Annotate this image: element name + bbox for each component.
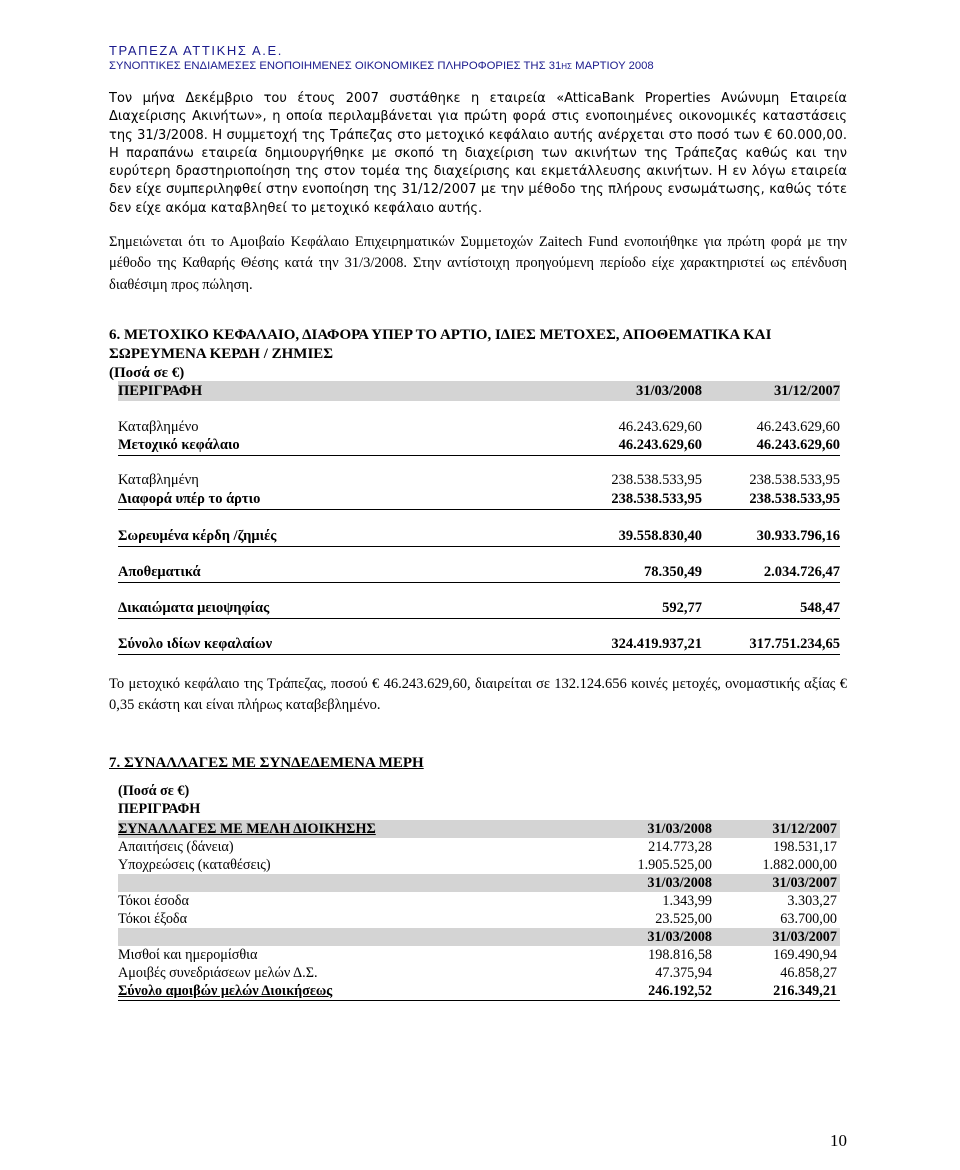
paragraph-zaitech-fund: Σημειώνεται ότι το Αμοιβαίο Κεφάλαιο Επιχειρηματικών Συμμετοχών Zaitech Fund ενοποιήθηκε για πρώτη φορά με την μέθοδο της Καθαρής Θέσης κατά την 31/3/2008. Στην αντίστοιχη προηγούμενη περίοδο είχε χαρακτηριστεί ως επένδυση διαθέσιμη προς πώληση. [109, 234, 847, 293]
row-label: Αποθεματικά [118, 564, 201, 580]
section-7-date-row [118, 874, 840, 892]
table-row-subtotal [118, 435, 840, 456]
section-6-amounts-label: (Ποσά σε €) [109, 365, 185, 381]
section-7-title: 7. ΣΥΝΑΛΛΑΓΕΣ ΜΕ ΣΥΝΔΕΔΕΜΕΝΑ ΜΕΡΗ [109, 755, 424, 771]
row-value-2008: 78.350,49 [644, 564, 702, 580]
row-label: Δικαιώματα μειοψηφίας [118, 600, 270, 616]
row-value-previous: 1.882.000,00 [762, 857, 837, 873]
table-row-subtotal [118, 562, 840, 583]
table-row-subtotal [118, 489, 840, 510]
header-subtitle-main: ΣΥΝΟΠΤΙΚΕΣ ΕΝΔΙΑΜΕΣΕΣ ΕΝΟΠΟΙΗΜΕΝΕΣ ΟΙΚΟΝΟΜΙΚΕΣ ΠΛΗΡΟΦΟΡΙΕΣ ΤΗΣ 31 [109, 60, 562, 72]
row-value-previous: 63.700,00 [780, 911, 837, 927]
row-label: Υποχρεώσεις (καταθέσεις) [118, 857, 271, 873]
header-description: ΠΕΡΙΓΡΑΦΗ [118, 383, 203, 399]
table-row [118, 946, 840, 964]
table-row [118, 892, 840, 910]
row-value-previous: 46.858,27 [780, 965, 837, 981]
row-value-2007: 2.034.726,47 [763, 564, 840, 580]
row-value-2007: 46.243.629,60 [756, 419, 840, 435]
row-value-current: 31/03/2008 [647, 929, 712, 945]
row-value-current: 1.905.525,00 [637, 857, 712, 873]
row-label: (Ποσά σε €) [118, 783, 190, 799]
section-7-amounts-label [118, 782, 840, 800]
row-label: Διαφορά υπέρ το άρτιο [118, 491, 261, 507]
header-bank-name: ΤΡΑΠΕΖΑ ΑΤΤΙΚΗΣ Α.Ε. [109, 43, 283, 58]
section-7-description-label [118, 800, 840, 818]
row-label: Τόκοι έσοδα [118, 893, 189, 909]
table-row-subtotal [118, 598, 840, 619]
paragraph-attica-properties: Τον μήνα Δεκέμβριο του έτους 2007 συστάθηκε η εταιρεία «AtticaBank Properties Ανώνυμη Εταιρεία Διαχείρισης Ακινήτων», η οποία περιλαμβάνεται για πρώτη φορά στις ενοποιημένες οικονομικές καταστάσεις της 31/3/2008. Η συμμετοχή της Τράπεζας στο μετοχικό κεφάλαιο αυτής ανέρχεται στο ποσό των € 60.000,00. Η παραπάνω εταιρεία δημιουργήθηκε με σκοπό τη διαχείριση των ακινήτων της Τράπεζας καθώς και την ευρύτερη δραστηριοποίηση της στον τομέα της διαχείρισης και εκμετάλλευσης ακινήτων. Η εν λόγω εταιρεία δεν είχε συμπεριληφθεί στην ενοποίηση της 31/12/2007 με την μέθοδο της πλήρους ενσωμάτωσης, καθώς τότε δεν είχε ακόμα καταβληθεί το μετοχικό κεφάλαιο αυτής. [109, 91, 847, 216]
row-value-2007: 548,47 [800, 600, 840, 616]
header-subtitle [109, 60, 654, 72]
table-row [118, 964, 840, 982]
page-number: 10 [830, 1131, 847, 1150]
table-row-subtotal [118, 526, 840, 547]
table-row [118, 470, 840, 490]
row-value-2007: 46.243.629,60 [756, 437, 840, 453]
row-value-2007: 317.751.234,65 [749, 636, 840, 652]
row-value-current: 31/03/2008 [647, 875, 712, 891]
row-value-2007: 30.933.796,16 [756, 528, 840, 544]
row-value-current: 31/03/2008 [647, 821, 712, 837]
table-row [118, 417, 840, 437]
row-label: Καταβλημένη [118, 472, 199, 488]
header-col-2007: 31/12/2007 [773, 383, 840, 399]
table-row-total [118, 982, 840, 1001]
row-value-2007: 238.538.533,95 [749, 491, 840, 507]
section-7-header-row [118, 820, 840, 838]
section-6-title [109, 326, 847, 383]
row-value-2008: 46.243.629,60 [618, 437, 702, 453]
row-value-current: 47.375,94 [655, 965, 712, 981]
row-value-previous: 31/12/2007 [772, 821, 837, 837]
section-7-date-row [118, 928, 840, 946]
row-value-2008: 324.419.937,21 [611, 636, 702, 652]
row-value-2008: 46.243.629,60 [618, 419, 702, 435]
table-row [118, 856, 840, 874]
row-value-previous: 31/03/2007 [772, 875, 837, 891]
row-label: Αμοιβές συνεδριάσεων μελών Δ.Σ. [118, 965, 318, 981]
header-col-2008: 31/03/2008 [635, 383, 702, 399]
row-value-current: 1.343,99 [662, 893, 712, 909]
section-6-table-header [118, 381, 840, 401]
row-value-previous: 169.490,94 [773, 947, 837, 963]
table-row [118, 838, 840, 856]
row-value-2007: 238.538.533,95 [749, 472, 840, 488]
header-subtitle-end: ΜΑΡΤΙΟΥ 2008 [572, 60, 654, 72]
row-label: ΣΥΝΑΛΛΑΓΕΣ ΜΕ ΜΕΛΗ ΔΙΟΙΚΗΣΗΣ [118, 821, 376, 837]
row-value-current: 198.816,58 [648, 947, 712, 963]
header-subtitle-sup: ΗΣ [561, 62, 573, 71]
table-row [118, 910, 840, 928]
row-value-2008: 238.538.533,95 [611, 491, 702, 507]
row-value-2008: 592,77 [662, 600, 702, 616]
table-row-total [118, 634, 840, 655]
row-value-current: 246.192,52 [648, 983, 712, 999]
row-label: Μετοχικό κεφάλαιο [118, 437, 240, 453]
row-value-previous: 31/03/2007 [772, 929, 837, 945]
row-value-previous: 3.303,27 [787, 893, 837, 909]
row-value-2008: 39.558.830,40 [618, 528, 702, 544]
row-label: Σωρευμένα κέρδη /ζημιές [118, 528, 277, 544]
row-label: Σύνολο αμοιβών μελών Διοικήσεως [118, 983, 333, 999]
row-label: Μισθοί και ημερομίσθια [118, 947, 258, 963]
row-value-2008: 238.538.533,95 [611, 472, 702, 488]
row-value-previous: 216.349,21 [773, 983, 837, 999]
row-value-previous: 198.531,17 [773, 839, 837, 855]
row-label: Απαιτήσεις (δάνεια) [118, 839, 234, 855]
row-value-current: 214.773,28 [648, 839, 712, 855]
row-label: Σύνολο ιδίων κεφαλαίων [118, 636, 273, 652]
paragraph-share-capital: Το μετοχικό κεφάλαιο της Τράπεζας, ποσού € 46.243.629,60, διαιρείται σε 132.124.656 κοινές μετοχές, ονομαστικής αξίας € 0,35 εκάστη και είναι πλήρως καταβεβλημένο. [109, 676, 847, 714]
row-label: Τόκοι έξοδα [118, 911, 188, 927]
row-label: Καταβλημένο [118, 419, 199, 435]
section-6-heading: 6. ΜΕΤΟΧΙΚΟ ΚΕΦΑΛΑΙΟ, ΔΙΑΦΟΡΑ ΥΠΕΡ ΤΟ ΑΡΤΙΟ, ΙΔΙΕΣ ΜΕΤΟΧΕΣ, ΑΠΟΘΕΜΑΤΙΚΑ ΚΑΙ ΣΩΡΕΥΜΕΝΑ ΚΕΡΔΗ / ΖΗΜΙΕΣ [109, 327, 772, 362]
row-value-current: 23.525,00 [655, 911, 712, 927]
row-label: ΠΕΡΙΓΡΑΦΗ [118, 801, 201, 817]
